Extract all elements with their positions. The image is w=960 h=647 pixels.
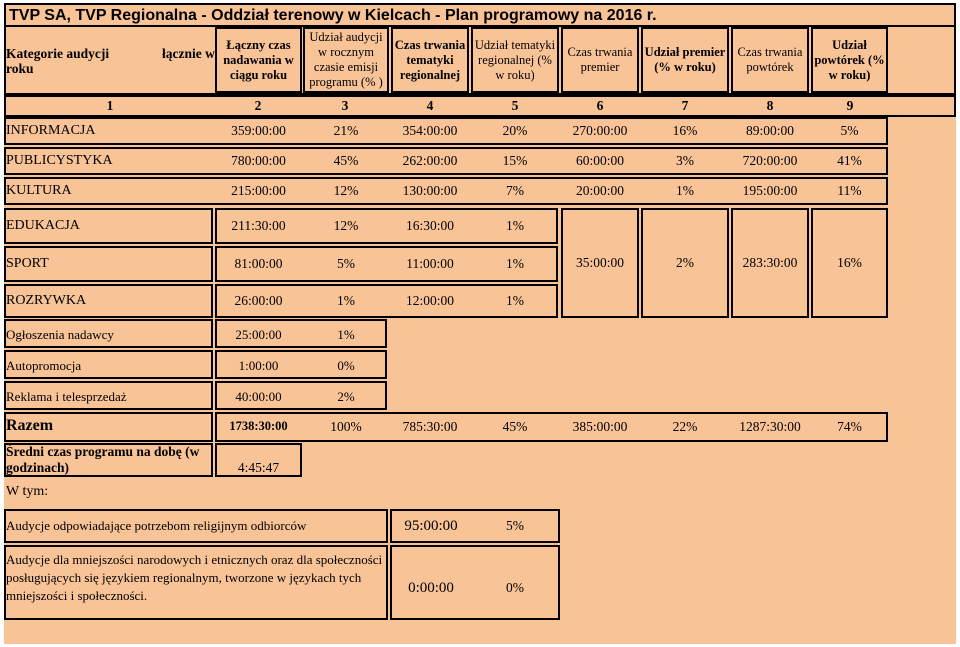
category-label: Reklama i telesprzedaż (6, 389, 127, 404)
total-regional-share-cell: 45% (502, 419, 528, 434)
category-label: EDUKACJA (6, 218, 80, 233)
column-number-row (4, 95, 956, 117)
minorities-value: 0:00:00 (408, 580, 454, 596)
cell-share: 12% (333, 218, 359, 233)
average-label: Średni czas programu na dobę (w godzinach) (6, 444, 200, 475)
total-regional-cell: 785:30:00 (402, 419, 458, 434)
cell-premiere: 60:00:00 (575, 153, 624, 168)
cell-total: 211:30:00 (231, 218, 286, 233)
cell-share: 21% (333, 123, 359, 138)
cell-regional: 130:00:00 (402, 183, 458, 198)
col-number: 1 (106, 98, 114, 113)
cell-share: 1% (337, 293, 355, 308)
col-number: 8 (766, 98, 774, 113)
category-label: Ogłoszenia nadawcy (6, 327, 114, 342)
cell-total: 81:00:00 (234, 256, 283, 271)
cell-premiere-share: 16% (672, 123, 698, 138)
cell-regional-share: 20% (502, 123, 528, 138)
cell-regional-share: 1% (506, 218, 524, 233)
cell-share: 2% (337, 389, 355, 404)
cell-regional: 11:00:00 (406, 256, 454, 271)
w-tym-label: W tym: (6, 484, 49, 499)
merged-repeat-share-value: 16% (837, 255, 862, 270)
religious-value: 95:00:00 (404, 518, 458, 534)
cell-total: 25:00:00 (235, 327, 282, 342)
cell-total: 40:00:00 (235, 389, 282, 404)
minorities-label: Audycje dla mniejszości narodowych i etnicznych oraz dla społeczności posługujących się językiem regionalnym, tworzone w językach tych mniejszości i społeczności. (6, 552, 383, 603)
merged-repeat-cell (731, 208, 809, 318)
merged-repeat-value: 283:30:00 (742, 255, 798, 270)
col-number: 2 (254, 98, 262, 113)
col-number: 7 (681, 98, 689, 113)
merged-premiere-cell (561, 208, 639, 318)
header-regional-time: Czas trwania tematyki regionalnej (391, 27, 469, 93)
col-number: 5 (511, 98, 519, 113)
cell-premiere-share: 1% (676, 183, 694, 198)
header-premiere-time: Czas trwania premier (561, 27, 639, 93)
header-regional-share: Udział tematyki regionalnej (% w roku) (471, 27, 559, 93)
cell-premiere-share: 3% (676, 153, 694, 168)
header-repeat-time: Czas trwania powtórek (731, 27, 809, 93)
cell-total: 359:00:00 (231, 123, 286, 138)
cell-premiere: 20:00:00 (575, 183, 624, 198)
cell-regional: 12:00:00 (405, 293, 454, 308)
category-label: SPORT (6, 256, 49, 271)
header-repeat-share: Udział powtórek (% w roku) (811, 27, 888, 93)
cell-regional-share: 7% (506, 183, 524, 198)
cell-repeat: 195:00:00 (742, 183, 798, 198)
cell-repeat-share: 11% (837, 183, 862, 198)
col-number: 4 (426, 98, 434, 113)
merged-premiere-share-value: 2% (676, 255, 694, 270)
category-label: INFORMACJA (6, 123, 96, 138)
cell-regional: 16:30:00 (405, 218, 454, 233)
cell-share: 1% (337, 327, 355, 342)
cell-share: 5% (337, 256, 355, 271)
category-label: ROZRYWKA (6, 293, 87, 308)
merged-premiere-value: 35:00:00 (575, 255, 624, 270)
cell-regional-share: 1% (506, 293, 524, 308)
col-number: 9 (846, 98, 854, 113)
cell-regional-share: 15% (502, 153, 528, 168)
cell-premiere: 270:00:00 (572, 123, 628, 138)
category-label: PUBLICYSTYKA (6, 153, 113, 168)
total-repeat-cell: 1287:30:00 (739, 419, 801, 434)
header-total-time: Łączny czas nadawania w ciągu roku (215, 27, 302, 93)
header-category: Kategorie audycji roku (6, 46, 110, 76)
minorities-share: 0% (506, 580, 524, 595)
cell-regional: 262:00:00 (402, 153, 458, 168)
total-repeat-share-cell: 74% (837, 419, 862, 434)
category-label: KULTURA (6, 183, 72, 198)
cell-share: 45% (333, 153, 359, 168)
total-cell: 1738:30:00 (229, 419, 288, 433)
religious-share: 5% (506, 518, 524, 533)
cell-share: 0% (337, 358, 355, 373)
cell-total: 215:00:00 (231, 183, 286, 198)
cell-repeat: 89:00:00 (745, 123, 794, 138)
cell-share: 12% (333, 183, 359, 198)
total-share-cell: 100% (330, 419, 362, 434)
total-premiere-cell: 385:00:00 (572, 419, 628, 434)
cell-total: 780:00:00 (231, 153, 286, 168)
cell-repeat-share: 41% (837, 153, 862, 168)
total-label: Razem (6, 417, 54, 434)
header-premiere-share: Udział premier (% w roku) (641, 27, 729, 93)
cell-regional-share: 1% (506, 256, 524, 271)
col-number: 6 (596, 98, 604, 113)
cell-total: 26:00:00 (234, 293, 283, 308)
cell-total: 1:00:00 (238, 358, 279, 373)
category-label: Autopromocja (6, 358, 82, 373)
cell-repeat: 720:00:00 (742, 153, 798, 168)
header-share: Udział audycji w rocznym czasie emisji programu (% ) (303, 27, 389, 93)
cell-repeat-share: 5% (840, 123, 859, 138)
religious-label: Audycje odpowiadające potrzebom religijnym odbiorców (6, 518, 307, 533)
merged-repeat-share-cell (811, 208, 888, 318)
total-premiere-share-cell: 22% (672, 419, 698, 434)
header-total-label: łącznie w (162, 46, 215, 61)
cell-regional: 354:00:00 (402, 123, 458, 138)
average-value: 4:45:47 (237, 460, 280, 475)
col-number: 3 (341, 98, 349, 113)
page-title: TVP SA, TVP Regionalna - Oddział terenowy w Kielcach - Plan programowy na 2016 r. (4, 3, 956, 25)
merged-premiere-share-cell (641, 208, 729, 318)
